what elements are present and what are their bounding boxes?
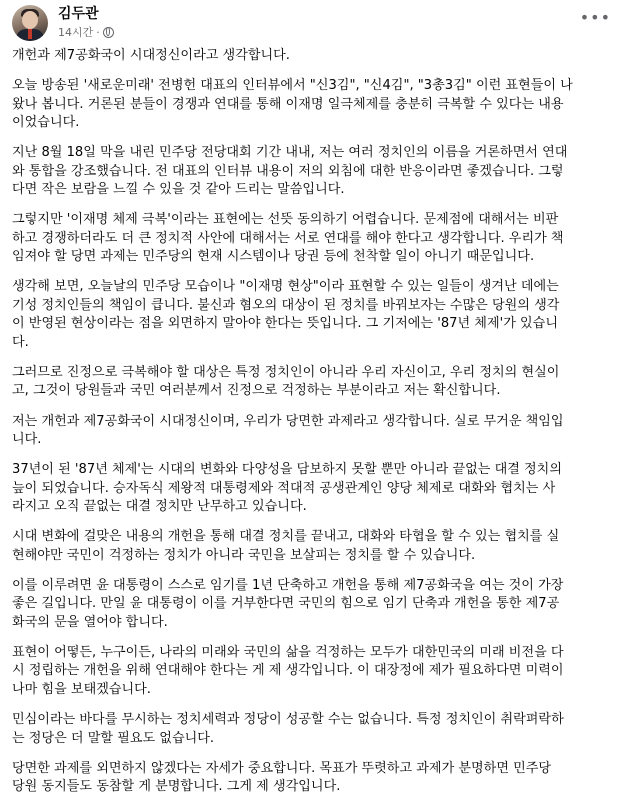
paragraph-line: 37년이 된 '87년 체제'는 시대의 변화와 다양성을 담보하지 못할 뿐만 아니라 끝없는 대결 정치의	[12, 462, 562, 478]
paragraph-line: 하고 경쟁하더라도 더 큰 정치적 사안에 대해서는 서로 연대를 해야 한다고 생각합니다. 우리가 책	[12, 230, 564, 246]
separator: ·	[96, 26, 100, 39]
globe-icon[interactable]	[103, 27, 114, 38]
paragraph-line: 현해야만 국민이 걱정하는 정치가 아니라 국민을 보살피는 정치를 할 수 있습니다.	[12, 547, 476, 563]
post-paragraph	[12, 47, 615, 66]
post-paragraph	[12, 278, 615, 352]
paragraph-line: 오늘 방송된 '새로운미래' 전병헌 대표의 인터뷰에서 "신3김", "신4김", "3총3김" 이런 표현들이 나	[12, 78, 573, 94]
paragraph-line: 저는 개헌과 제7공화국이 시대정신이며, 우리가 당면한 과제라고 생각합니다. 실로 무거운 책임입	[12, 413, 564, 429]
paragraph-line: 민심이라는 바다를 무시하는 정치세력과 정당이 성공할 수는 없습니다. 특정 정치인이 취락펴락하	[12, 712, 564, 728]
post-paragraph	[12, 144, 615, 200]
paragraph-line: 나마 힘을 보태겠습니다.	[12, 681, 151, 697]
paragraph-line: 와 통합을 강조했습니다. 전 대표의 인터뷰 내용이 저의 외침에 대한 반응이라면 좋겠습니다. 그렇	[12, 163, 564, 179]
post-paragraph	[12, 77, 615, 133]
paragraph-line: 그러므로 진정으로 극복해야 할 대상은 특정 정치인이 아니라 우리 자신이고, 우리 정치의 현실이	[12, 364, 560, 380]
post-paragraph	[12, 528, 615, 565]
post-paragraph	[12, 461, 615, 517]
timestamp-row	[58, 26, 114, 39]
avatar[interactable]	[12, 5, 48, 41]
post-meta	[58, 6, 114, 39]
paragraph-line: 다면 작은 보람을 느낄 수 있을 것 같아 드리는 말씀입니다.	[12, 182, 345, 198]
paragraph-line: 니다.	[12, 432, 42, 448]
paragraph-line: 생각해 보면, 오늘날의 민주당 모습이나 "이재명 현상"이라 표현할 수 있는 일들이 생겨난 데에는	[12, 279, 559, 295]
post-paragraph	[12, 577, 615, 633]
paragraph-line: 그렇지만 '이재명 체제 극복'이라는 표현에는 선뜻 동의하기 어렵습니다. 문제점에 대해서는 비판	[12, 212, 559, 228]
paragraph-line: 이 반영된 현상이라는 점을 외면하지 말아야 한다는 뜻입니다. 그 기저에는 '87년 체제'가 있습니	[12, 316, 558, 332]
paragraph-line: 표현이 어떻든, 누구이든, 나라의 미래와 국민의 삶을 걱정하는 모두가 대한민국의 미래 비전을 다	[12, 644, 564, 660]
paragraph-line: 기성 정치인들의 책임이 큽니다. 불신과 혐오의 대상이 된 정치를 바꿔보자는 수많은 당원의 생각	[12, 297, 560, 313]
post-paragraph	[12, 211, 615, 267]
paragraph-line: 시대 변화에 걸맞은 내용의 개헌을 통해 대결 정치를 끝내고, 대화와 타협을 할 수 있는 협치를 실	[12, 529, 560, 545]
paragraph-line: 다.	[12, 334, 29, 350]
paragraph-line: 이를 이루려면 윤 대통령이 스스로 임기를 1년 단축하고 개헌을 통해 제7공화국을 여는 것이 가장	[12, 577, 564, 593]
post-paragraph	[12, 644, 615, 700]
paragraph-line: 지난 8월 18일 막을 내린 민주당 전당대회 기간 내내, 저는 여러 정치인의 이름을 거론하면서 연대	[12, 145, 568, 161]
post-timestamp[interactable]: 14시간	[58, 26, 94, 39]
paragraph-line: 당원 동지들도 동참할 게 분명합니다. 그게 제 생각입니다.	[12, 779, 341, 795]
paragraph-line: 늪이 되었습니다. 승자독식 제왕적 대통령제와 적대적 공생관계인 양당 체제로 대화와 협치는 사	[12, 480, 556, 496]
paragraph-line: 라지고 오직 끝없는 대결 정치만 난무하고 있습니다.	[12, 499, 307, 515]
paragraph-line: 좋은 길입니다. 만일 윤 대통령이 이를 거부한다면 국민의 힘으로 임기 단축과 개헌을 통한 제7공	[12, 596, 560, 612]
post-body	[12, 47, 615, 808]
author-name[interactable]: 김두관	[58, 6, 99, 22]
paragraph-line: 임져야 할 당면 과제는 민주당의 현재 시스템이나 당권 등에 천착할 일이 아니기 때문입니다.	[12, 249, 535, 265]
paragraph-line: 당면한 과제를 외면하지 않겠다는 자세가 중요합니다. 목표가 뚜렷하고 과제가 분명하면 민주당	[12, 760, 552, 776]
paragraph-line: 고, 그것이 당원들과 국민 여러분께서 진정으로 걱정하는 부분이라고 저는 확신합니다.	[12, 383, 501, 399]
post-paragraph	[12, 364, 615, 401]
more-options-icon[interactable]: •••	[579, 8, 611, 27]
paragraph-line: 이었습니다.	[12, 115, 80, 131]
post-paragraph	[12, 413, 615, 450]
paragraph-line: 시 정립하는 개헌을 위해 연대해야 한다는 게 제 생각입니다. 이 대장정에 제가 필요하다면 미력이	[12, 663, 564, 679]
paragraph-line: 화국의 문을 열어야 합니다.	[12, 614, 168, 630]
post-paragraph	[12, 760, 615, 797]
post-header	[12, 5, 114, 41]
paragraph-line: 개헌과 제7공화국이 시대정신이라고 생각합니다.	[12, 48, 290, 63]
post-paragraph	[12, 711, 615, 748]
paragraph-line: 왔나 봅니다. 거론된 분들이 경쟁과 연대를 통해 이재명 일극체제를 충분히 극복할 수 있다는 내용	[12, 96, 564, 112]
paragraph-line: 는 정당은 더 말할 필요도 없습니다.	[12, 730, 215, 746]
